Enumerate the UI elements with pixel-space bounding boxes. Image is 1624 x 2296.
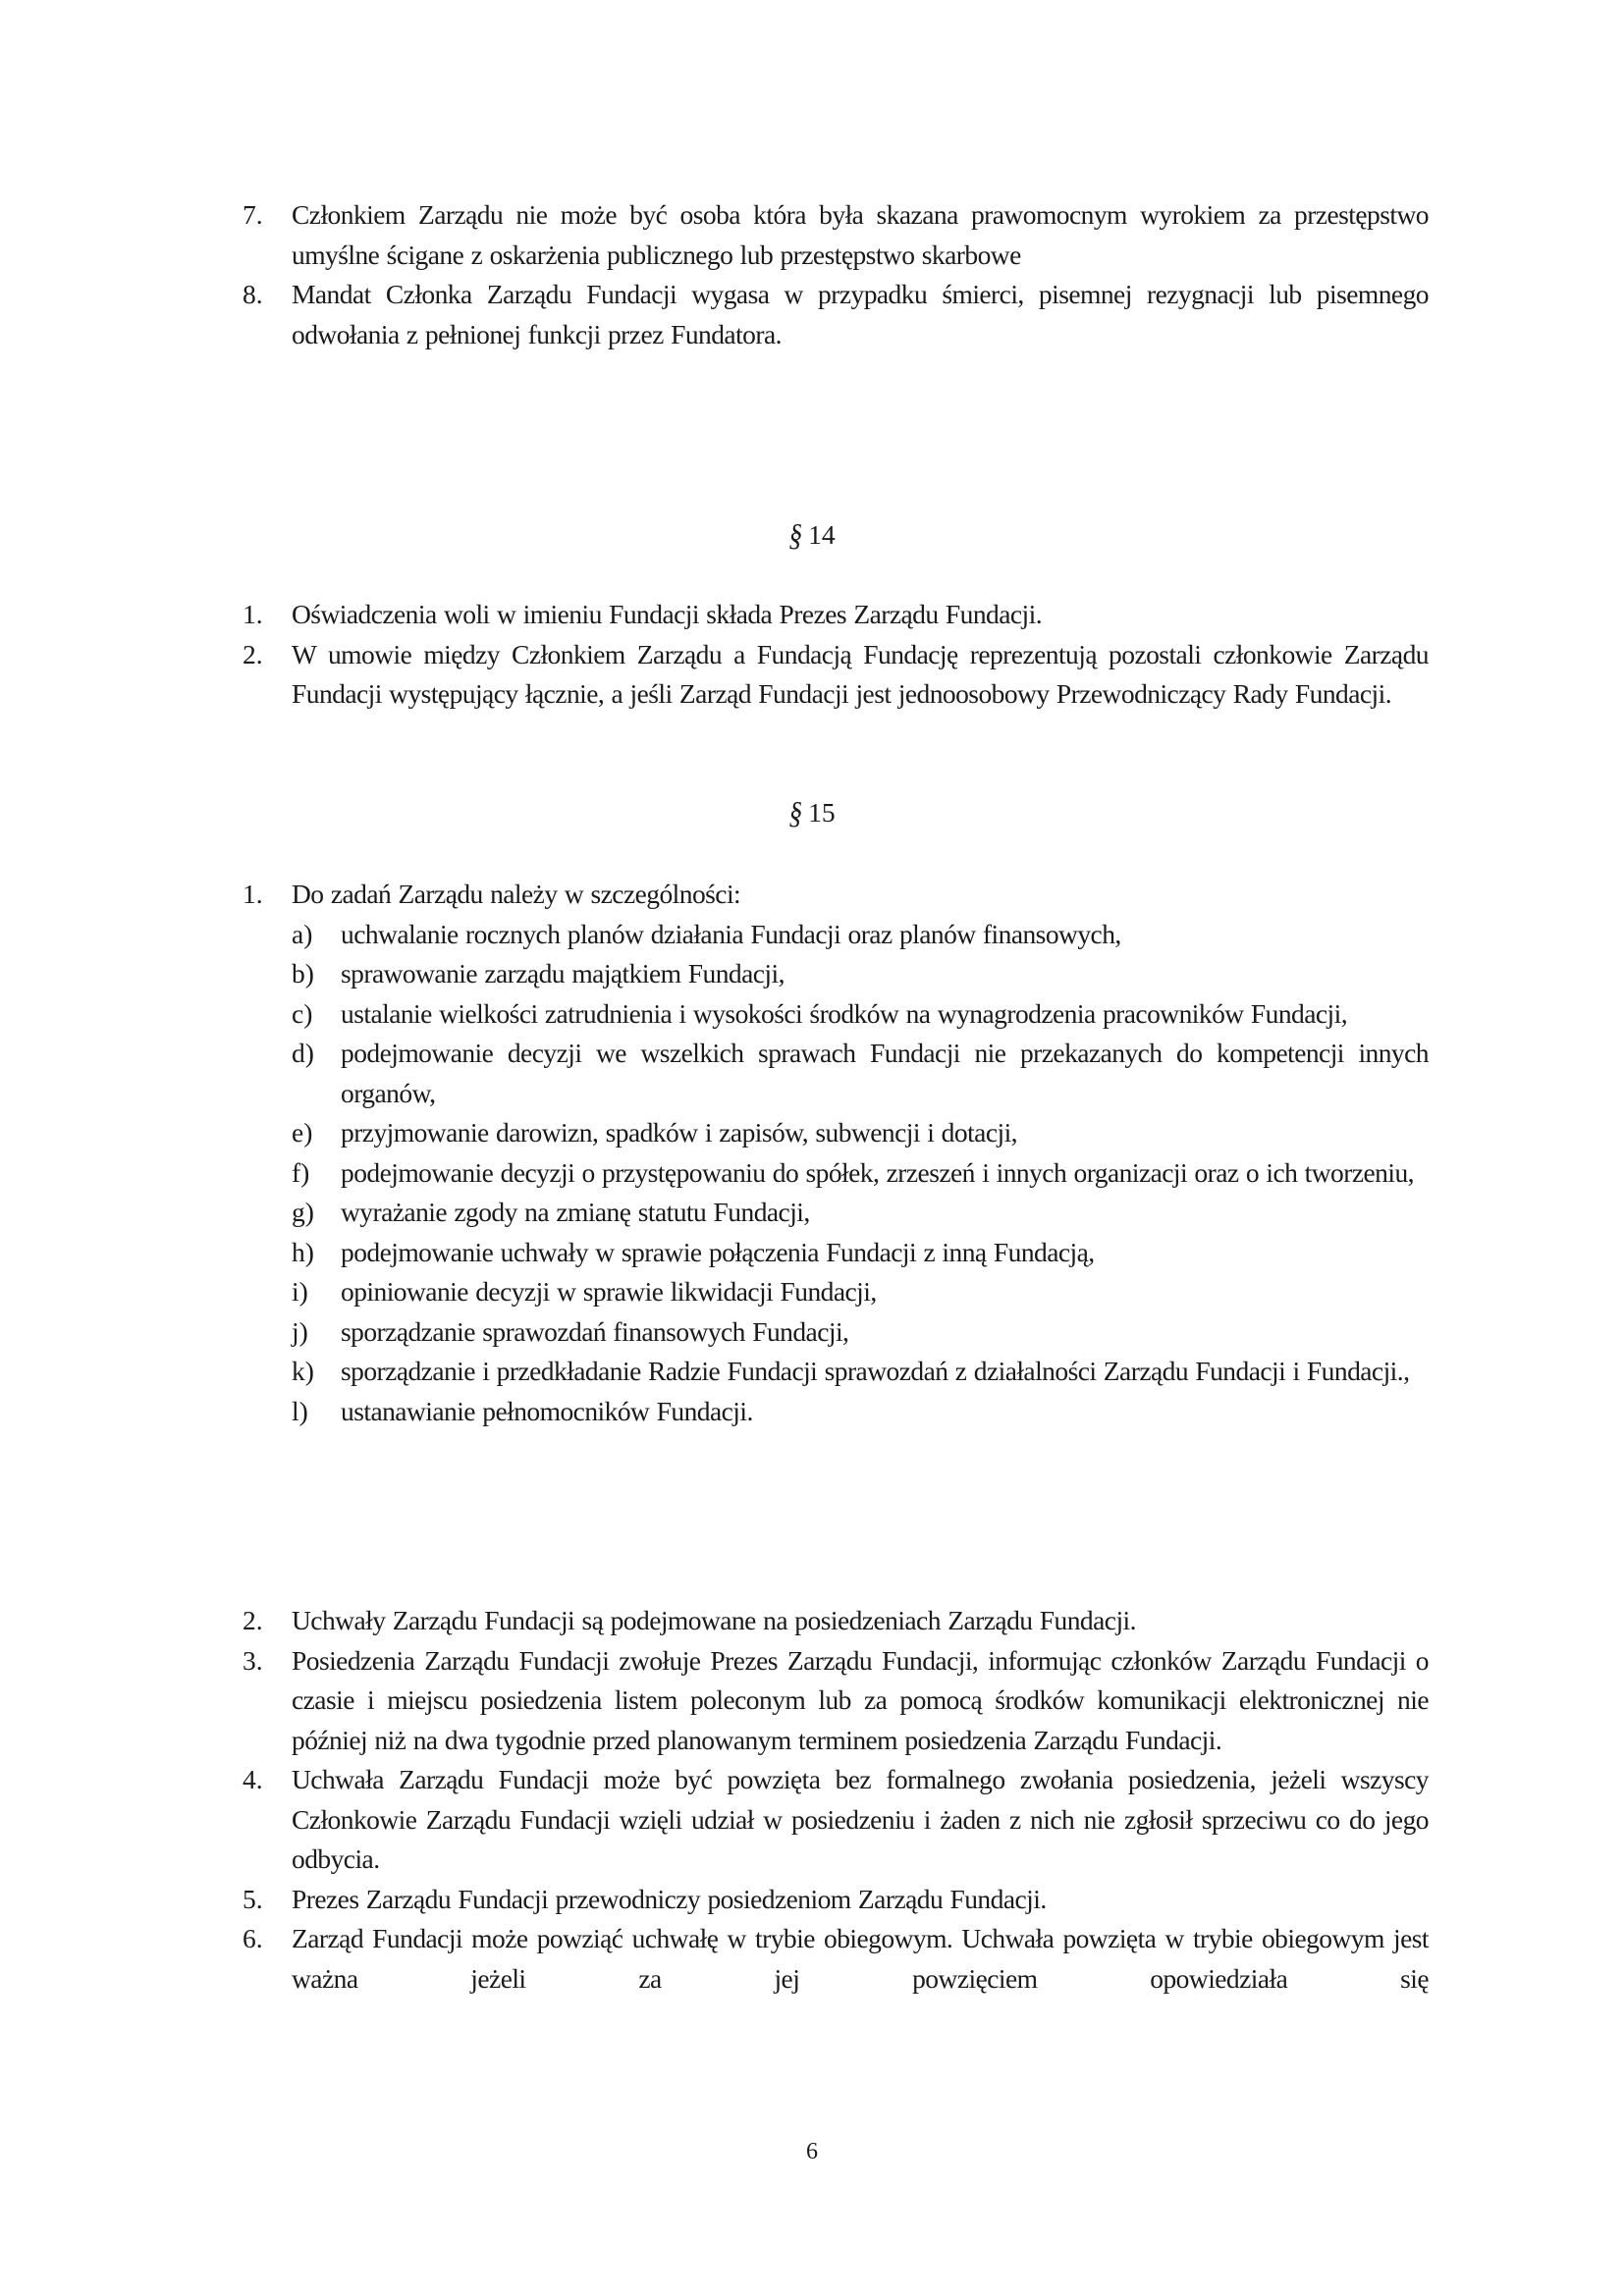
item-text: Uchwały Zarządu Fundacji są podejmowane na posiedzeniach Zarządu Fundacji. — [292, 1605, 1136, 1635]
item-number: 1. — [243, 599, 263, 629]
item-number: 8. — [243, 279, 263, 309]
item-text: Oświadczenia woli w imieniu Fundacji składa Prezes Zarządu Fundacji. — [292, 599, 1043, 629]
subitem-letter: j) — [292, 1315, 308, 1347]
subitem-text: podejmowanie decyzji o przystępowaniu do spółek, zrzeszeń i innych organizacji oraz o ich tworzeniu, — [341, 1156, 1414, 1188]
subitem-text: uchwalanie rocznych planów działania Fundacji oraz planów finansowych, — [341, 918, 1121, 949]
subitem-text: sporządzanie i przedkładanie Radzie Fundacji sprawozdań z działalności Zarządu Fundacji i Fundacji., — [341, 1356, 1410, 1386]
subitem-text: sporządzanie sprawozdań finansowych Fundacji, — [341, 1315, 849, 1347]
subitem-letter: h) — [292, 1236, 314, 1267]
section-symbol: § — [788, 794, 803, 830]
item-text: Mandat Członka Zarządu Fundacji wygasa w przypadku śmierci, pisemnej rezygnacji lub pisemnego odwołania z pełnionej funkcji przez Fundatora. — [292, 279, 1429, 349]
sublist-item — [292, 1392, 1429, 1432]
subitem-text: podejmowanie uchwały w sprawie połączenia Fundacji z inną Fundacją, — [341, 1236, 1095, 1267]
subitem-letter: e) — [292, 1117, 313, 1148]
sublist-item — [292, 1193, 1429, 1233]
subitem-letter: i) — [292, 1276, 308, 1307]
item-number: 6. — [243, 1923, 263, 1953]
subitem-letter: a) — [292, 918, 313, 949]
section-heading-15 — [0, 793, 1624, 832]
item-text: Członkiem Zarządu nie może być osoba która była skazana prawomocnym wyrokiem za przestępstwo umyślne ścigane z oskarżenia publicznego lub przestępstwo skarbowe — [292, 199, 1429, 270]
subitem-text: podejmowanie decyzji we wszelkich sprawach Fundacji nie przekazanych do kompetencji innych organów, — [341, 1038, 1429, 1108]
list-item — [243, 275, 1429, 354]
subitem-letter: g) — [292, 1197, 314, 1227]
subitem-letter: b) — [292, 958, 314, 988]
subitem-letter: d) — [292, 1038, 314, 1068]
list-item — [243, 1760, 1429, 1880]
subitem-letter: c) — [292, 997, 313, 1029]
sublist-item — [292, 1233, 1429, 1273]
continued-list — [243, 195, 1429, 354]
section-14-list — [243, 595, 1429, 715]
list-item — [243, 1641, 1429, 1761]
subitem-text: opiniowanie decyzji w sprawie likwidacji Fundacji, — [341, 1276, 877, 1307]
sublist-item — [292, 915, 1429, 955]
list-item — [243, 1919, 1429, 1999]
item-number: 5. — [243, 1883, 263, 1914]
sublist-item — [292, 1312, 1429, 1353]
subitem-text: wyrażanie zgody na zmianę statutu Fundacji, — [341, 1197, 810, 1227]
section-number: 14 — [808, 519, 836, 550]
list-item — [243, 195, 1429, 275]
list-item — [243, 595, 1429, 635]
subitem-text: ustalanie wielkości zatrudnienia i wysokości środków na wynagrodzenia pracowników Fundacji, — [341, 997, 1348, 1029]
subitem-letter: f) — [292, 1156, 310, 1188]
list-item — [243, 1880, 1429, 1920]
list-item — [243, 1601, 1429, 1641]
item-number: 4. — [243, 1764, 263, 1794]
page-number: 6 — [806, 2139, 818, 2164]
subitem-text: przyjmowanie darowizn, spadków i zapisów, subwencji i dotacji, — [341, 1117, 1017, 1148]
list-item — [243, 875, 1429, 915]
section-heading-14 — [0, 515, 1624, 555]
item-text: Prezes Zarządu Fundacji przewodniczy posiedzeniom Zarządu Fundacji. — [292, 1883, 1047, 1914]
section-symbol: § — [788, 516, 803, 553]
section-number: 15 — [808, 797, 836, 828]
sublist-item — [292, 1352, 1429, 1392]
item-number: 2. — [243, 638, 263, 669]
sublist-item — [292, 994, 1429, 1035]
subitem-text: ustanawianie pełnomocników Fundacji. — [341, 1395, 753, 1426]
section-15-list — [243, 875, 1429, 1431]
subitem-text: sprawowanie zarządu majątkiem Fundacji, — [341, 958, 785, 988]
item-text: Do zadań Zarządu należy w szczególności: — [292, 879, 741, 909]
item-number: 1. — [243, 879, 263, 909]
item-text: W umowie między Członkiem Zarządu a Fundacją Fundację reprezentują pozostali członkowie Zarządu Fundacji występujący łącznie, a jeśli Zarząd Fundacji jest jednoosobowy Przewodniczący Rady Fundacji. — [292, 638, 1429, 709]
sublist-item — [292, 1034, 1429, 1113]
subitem-letter: k) — [292, 1356, 314, 1386]
item-text: Zarząd Fundacji może powziąć uchwałę w trybie obiegowym. Uchwała powzięta w trybie obiegowym jest ważna jeżeli za jej powzięciem opowiedziała się — [292, 1923, 1429, 1994]
list-item — [243, 635, 1429, 715]
item-number: 3. — [243, 1644, 263, 1676]
sublist-item — [292, 954, 1429, 994]
sublist-item — [292, 1272, 1429, 1312]
item-number: 2. — [243, 1605, 263, 1635]
section-15-list-continued — [243, 1601, 1429, 1999]
item-text: Uchwała Zarządu Fundacji może być powzięta bez formalnego zwołania posiedzenia, jeżeli wszyscy Członkowie Zarządu Fundacji wzięli udział w posiedzeniu i żaden z nich nie zgłosił sprzeciwu co do jego odbycia. — [292, 1764, 1429, 1874]
sublist-item — [292, 1153, 1429, 1194]
sublist-item — [292, 1113, 1429, 1153]
item-text: Posiedzenia Zarządu Fundacji zwołuje Prezes Zarządu Fundacji, informując członków Zarządu Fundacji o czasie i miejscu posiedzenia listem poleconym lub za pomocą środków komunikacji elektronicznej nie później niż na dwa tygodnie przed planowanym terminem posiedzenia Zarządu Fundacji. — [292, 1644, 1429, 1755]
item-number: 7. — [243, 199, 263, 230]
subitem-letter: l) — [292, 1395, 308, 1426]
